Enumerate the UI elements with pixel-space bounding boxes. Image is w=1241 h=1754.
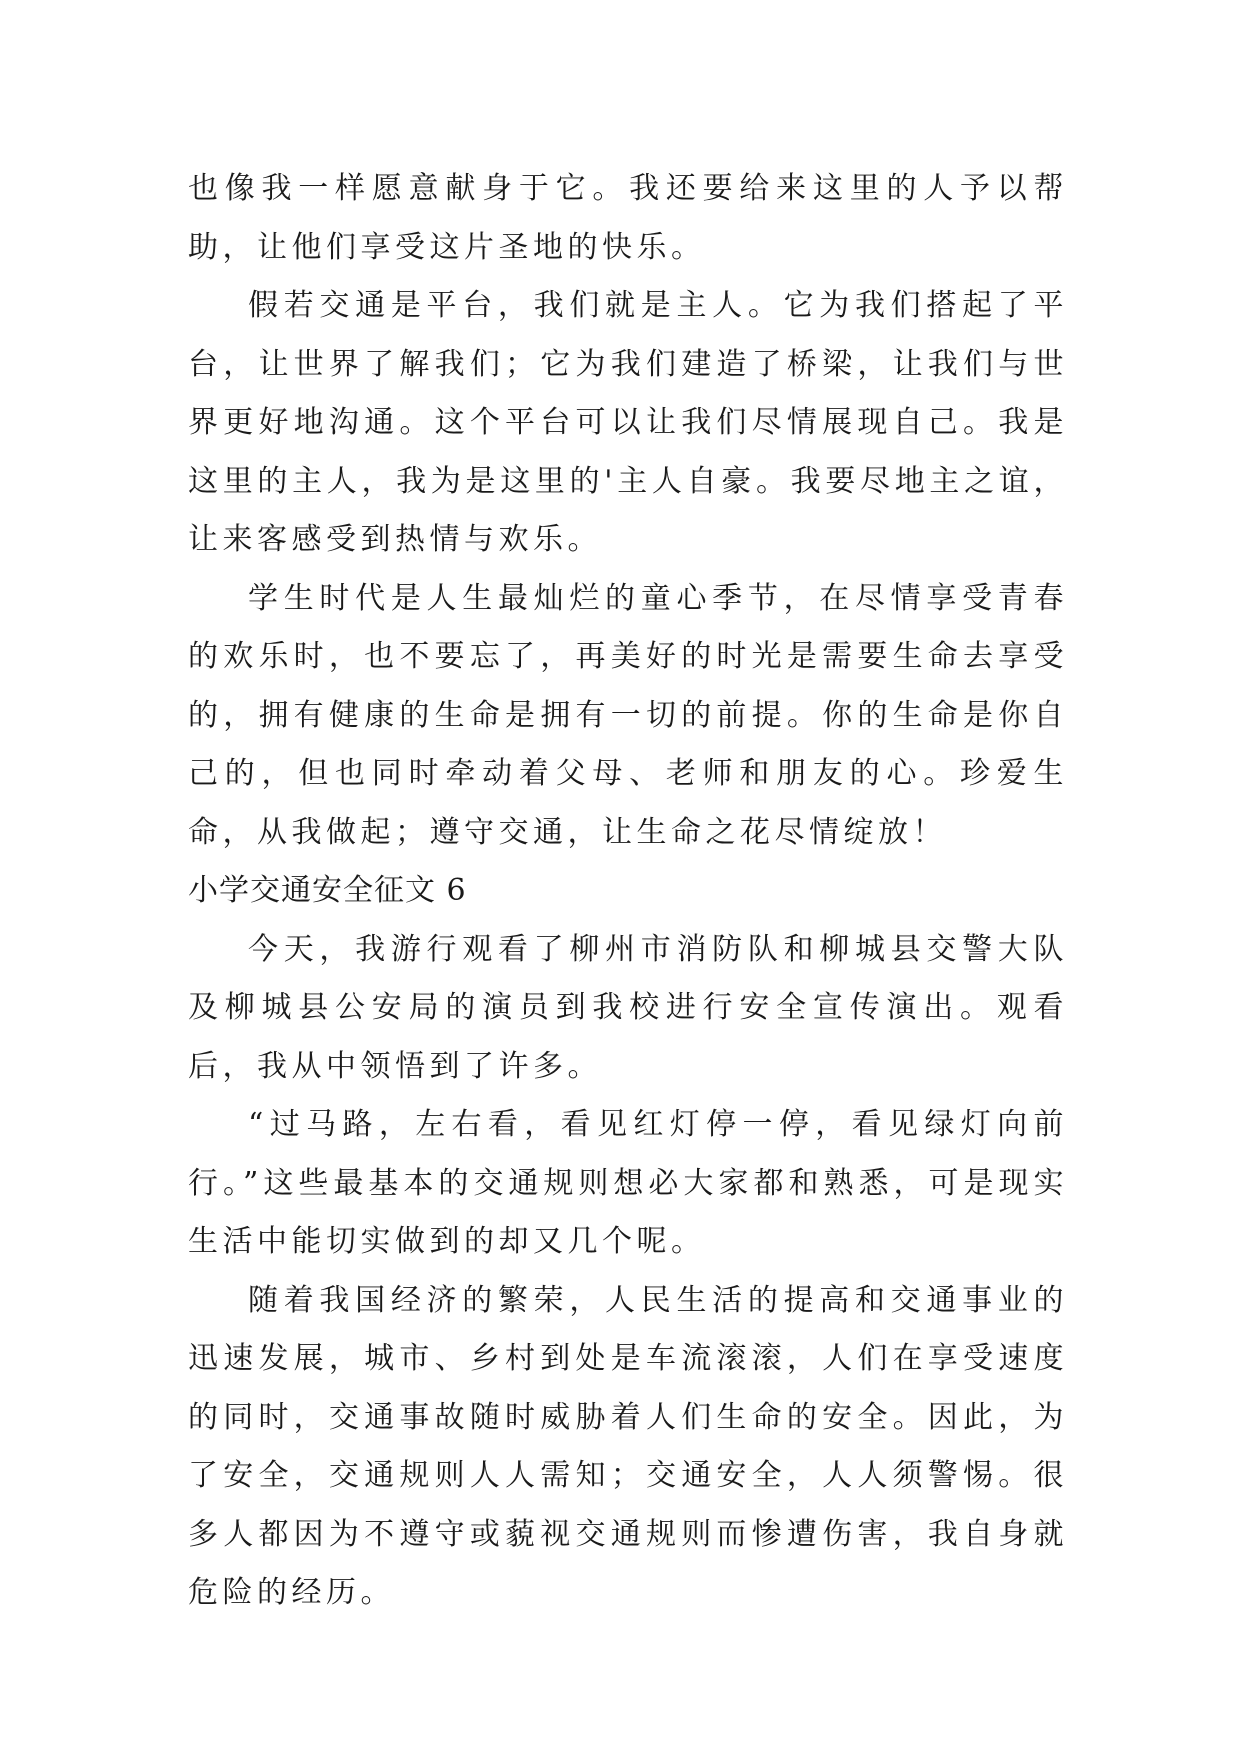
paragraph-platform: 假若交通是平台，我们就是主人。它为我们搭起了平台，让世界了解我们；它为我们建造了桥梁，让我们与世界更好地沟通。这个平台可以让我们尽情展现自己。我是这里的主人，我为是这里的'主人自豪。我要尽地主之谊，让来客感受到热情与欢乐。 <box>188 288 1068 557</box>
document-body <box>188 160 1068 1623</box>
paragraph-performance: 今天，我游行观看了柳州市消防队和柳城县交警大队及柳城县公安局的演员到我校进行安全宣传演出。观看后，我从中领悟到了许多。 <box>188 931 1068 1084</box>
section-heading: 小学交通安全征文 6 <box>188 873 467 908</box>
paragraph-crossing-rules: “过马路，左右看，看见红灯停一停，看见绿灯向前行。”这些最基本的交通规则想必大家都和熟悉，可是现实生活中能切实做到的却又几个呢。 <box>188 1107 1068 1259</box>
paragraph-development: 随着我国经济的繁荣，人民生活的提高和交通事业的迅速发展，城市、乡村到处是车流滚滚，人们在享受速度的同时，交通事故随时威胁着人们生命的安全。因此，为了安全，交通规则人人需知；交通安全，人人须警惕。很多人都因为不遵守或藐视交通规则而惨遭伤害，我自身就危险的经历。 <box>188 1282 1068 1610</box>
paragraph-student-life: 学生时代是人生最灿烂的童心季节，在尽情享受青春的欢乐时，也不要忘了，再美好的时光是需要生命去享受的，拥有健康的生命是拥有一切的前提。你的生命是你自己的，但也同时牵动着父母、老师和朋友的心。珍爱生命，从我做起；遵守交通，让生命之花尽情绽放！ <box>188 580 1068 850</box>
paragraph-continued: 也像我一样愿意献身于它。我还要给来这里的人予以帮助，让他们享受这片圣地的快乐。 <box>188 171 1068 265</box>
